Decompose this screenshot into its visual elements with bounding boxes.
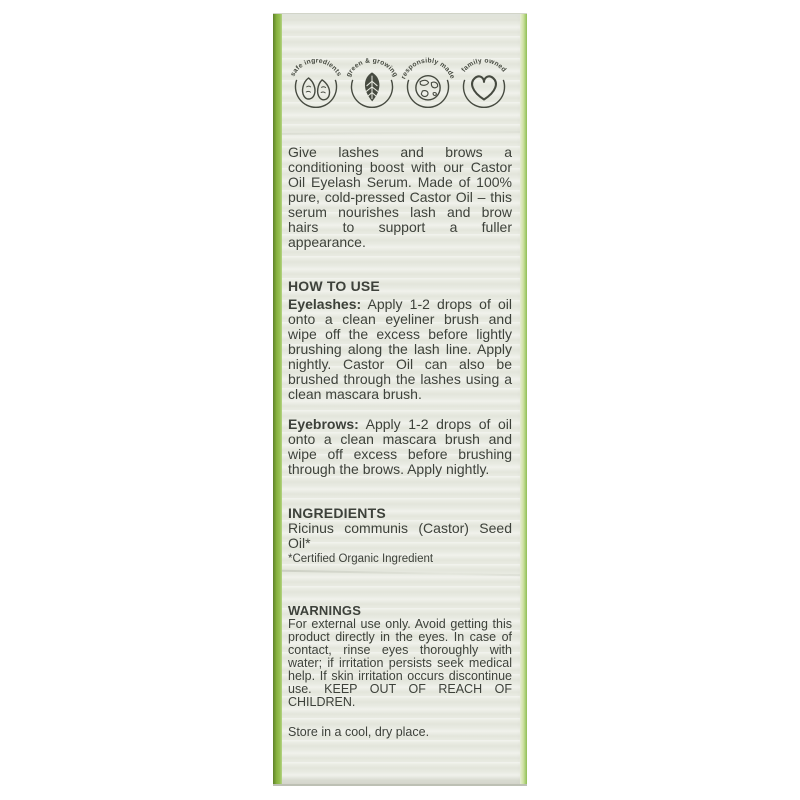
box-left-green-edge — [273, 14, 282, 784]
panel-content — [282, 14, 520, 784]
warnings-heading: WARNINGS — [288, 603, 362, 618]
badge-label: family owned — [460, 57, 508, 74]
product-box-back-panel — [273, 13, 527, 786]
box-right-green-edge — [520, 14, 527, 784]
badge-label: responsibly made — [400, 57, 456, 81]
globe-icon — [400, 54, 456, 116]
how-to-use-heading: HOW TO USE — [288, 278, 380, 294]
svg-text:safe ingredients — [289, 57, 342, 77]
badge-green-growing — [344, 54, 400, 116]
svg-text:family owned — [461, 57, 508, 73]
svg-text:responsibly made — [400, 57, 456, 80]
eyebrows-label: Eyebrows: — [288, 416, 359, 432]
storage-instructions: Store in a cool, dry place. — [288, 725, 430, 739]
badges-row — [288, 54, 512, 116]
certified-organic-note: *Certified Organic Ingredient — [288, 553, 434, 565]
badge-family-owned — [456, 54, 512, 116]
eyelashes-instructions — [288, 297, 512, 417]
eyelashes-text: Apply 1-2 drops of oil onto a clean eyeliner brush and wipe off the excess before lightly brushing along the lash line. Apply nightly. Castor Oil can also be brushed through the lashes using a clean mascara brush. — [288, 296, 512, 402]
warnings-text: For external use only. Avoid getting this product directly in the eyes. In case of contact, rinse eyes thoroughly with water; if irritation persists seek medical help. If skin irritation occurs discontinue use. KEEP OUT OF REACH OF CHILDREN. — [288, 617, 512, 709]
badge-safe-ingredients — [288, 54, 344, 116]
leaf-icon — [344, 54, 400, 116]
badge-label: green & growing — [345, 57, 399, 79]
ingredients-heading: INGREDIENTS — [288, 505, 386, 521]
badge-label: safe ingredients — [289, 57, 343, 78]
eyebrows-text: Apply 1-2 drops of oil onto a clean mascara brush and wipe off excess before brushing through the brows. Apply nightly. — [288, 416, 512, 477]
eyelashes-label: Eyelashes: — [288, 296, 362, 312]
seeds-icon — [288, 54, 344, 116]
intro-paragraph: Give lashes and brows a conditioning boost with our Castor Oil Eyelash Serum. Made of 100% pure, cold-pressed Castor Oil – this serum nourishes lash and brow hairs to support a fuller appearance. — [288, 144, 512, 250]
ingredients-text: Ricinus communis (Castor) Seed Oil* — [288, 520, 512, 551]
heart-icon — [456, 54, 512, 116]
eyebrows-instructions — [288, 417, 512, 492]
badge-responsibly-made — [400, 54, 456, 116]
